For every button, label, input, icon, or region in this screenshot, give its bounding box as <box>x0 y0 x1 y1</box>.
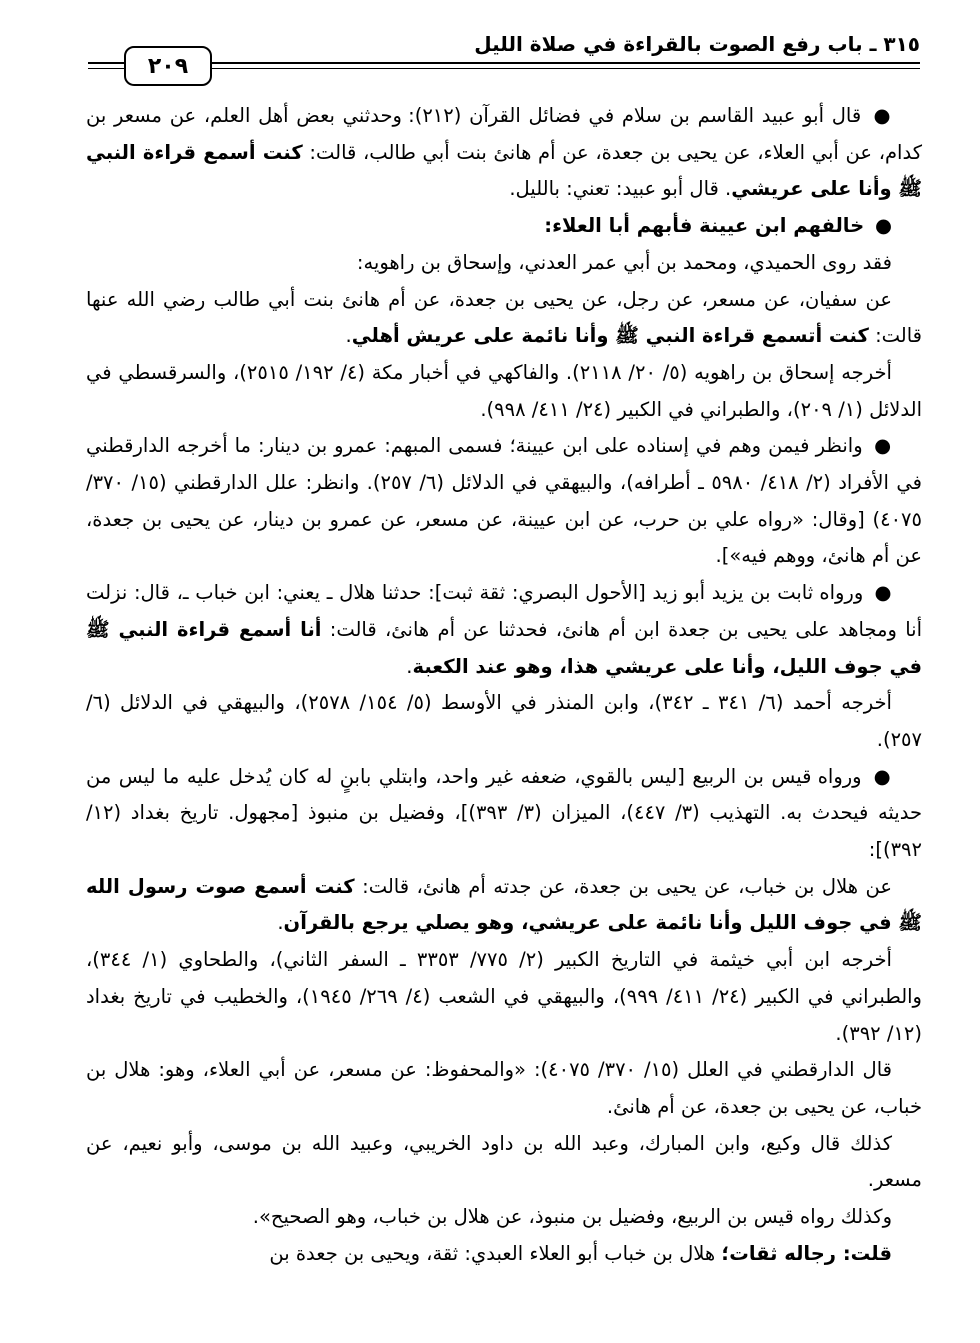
bullet-marker: ● <box>865 764 892 788</box>
text-run: . <box>345 324 352 348</box>
paragraph <box>86 1126 922 1199</box>
bullet-marker: ● <box>866 434 892 458</box>
paragraph <box>86 942 922 1052</box>
paragraph <box>86 575 922 685</box>
paragraph <box>86 355 922 428</box>
paragraph <box>86 1199 922 1236</box>
header-rule <box>88 62 920 64</box>
text-run: ورواه ثابت بن يزيد أبو زيد [الأحول البصري: ثقة ثبت]: حدثنا هلال ـ يعني: ابن خباب ـ، قال: نزلت أنا ومجاهد على يحيى بن جعدة ابن أم هانئ، فحدثنا عن أم هانئ، قالت: <box>86 581 922 641</box>
text-run: . <box>277 911 284 935</box>
emphasized-text: خالفهم ابن عيينة فأبهم أبا العلاء: <box>544 214 865 238</box>
paragraph <box>86 245 922 282</box>
bullet-marker: ● <box>867 581 893 605</box>
text-run: قال أبو عبيد القاسم بن سلام في فضائل القرآن (٢١٢): وحدثني بعض أهل العلم، عن مسعر بن كدام، عن أبي العلاء، عن يحيى بن جعدة، عن أم هانئ بنت أبي طالب، قالت: <box>86 104 922 164</box>
emphasized-text: كنت أسمع قراءة النبي ﷺ وأنا على عريشي <box>86 140 922 201</box>
paragraph <box>86 208 922 245</box>
text-run: . <box>406 654 413 678</box>
paragraph <box>86 1052 922 1125</box>
text-run: وكذلك رواه قيس بن الربيع، وفضيل بن منبوذ، عن هلال بن خباب، وهو الصحيح». <box>252 1205 892 1229</box>
page-body <box>86 98 922 1273</box>
bullet-marker: ● <box>868 214 892 238</box>
text-run: قال الدارقطني في العلل (١٥/ ٣٧٠/ ٤٠٧٥): «والمحفوظ: عن مسعر، عن أبي العلاء، وهو: هلال بن خباب، عن يحيى بن جعدة، عن أم هانئ. <box>86 1058 922 1118</box>
paragraph <box>86 98 922 208</box>
emphasized-text: كنت أسمع صوت رسول الله ﷺ في جوف الليل وأنا نائمة على عريشي، وهو يصلي يرجع بالقرآن <box>86 874 922 935</box>
page-header <box>88 28 920 84</box>
text-run: فقد روى الحميدي، ومحمد بن أبي عمر العدني، وإسحاق بن راهويه: <box>356 250 892 274</box>
text-run: أخرجه ابن أبي خيثمة في التاريخ الكبير (٢/ ٧٧٥/ ٣٣٥٣ ـ السفر الثاني)، والطحاوي (١/ ٣٤٤)، والطبراني في الكبير (٢٤/ ٤١١/ ٩٩٩)، والبيهقي في الشعب (٤/ ٢٦٩/ ١٩٤٥)، والخطيب في تاريخ بغداد (١٢/ ٣٩٢). <box>86 948 922 1045</box>
paragraph <box>86 428 922 575</box>
paragraph <box>86 759 922 869</box>
text-run: هلال بن خباب أبو العلاء العبدي: ثقة، ويحيى بن جعدة بن <box>269 1241 722 1265</box>
bullet-marker: ● <box>865 104 892 127</box>
text-run: أخرجه أحمد (٦/ ٣٤١ ـ ٣٤٢)، وابن المنذر في الأوسط (٥/ ١٥٤/ ٢٥٧٨)، والبيهقي في الدلائل (٦/ ٢٥٧). <box>86 691 922 751</box>
emphasized-text: كنت أتسمع قراءة النبي ﷺ وأنا نائمة على عريش أهلي <box>351 324 869 348</box>
paragraph <box>86 1236 922 1273</box>
header-rule-thin <box>88 68 920 69</box>
paragraph <box>86 685 922 758</box>
text-run: أخرجه إسحاق بن راهويه (٥/ ٢٠/ ٢١١٨). والفاكهي في أخبار مكة (٤/ ١٩٢/ ٢٥١٥)، والسرقسطي في الدلائل (١/ ٢٠٩)، والطبراني في الكبير (٢٤/ ٤١١/ ٩٩٨). <box>86 360 922 421</box>
paragraph <box>86 282 922 355</box>
text-run: عن هلال بن خباب، عن يحيى بن جعدة، عن جدته أم هانئ، قالت: <box>354 874 892 898</box>
text-run: . قال أبو عبيد: تعني: بالليل. <box>509 177 732 201</box>
emphasized-text: قلت: رجاله ثقات؛ <box>721 1241 892 1265</box>
text-run: ورواه قيس بن الربيع [ليس بالقوي، ضعفه غير واحد، وابتلي بابنٍ له كان يُدخل عليه ما ليس من حديثه فيحدث به. التهذيب (٣/ ٤٤٧)، الميزان (٣/ ٣٩٣)]، وفضيل بن منبوذ [مجهول. تاريخ بغداد (١٢/ ٣٩٢)]: <box>86 764 923 862</box>
page-number: ٢٠٩ <box>124 46 212 86</box>
chapter-title: ٣١٥ ـ باب رفع الصوت بالقراءة في صلاة الليل <box>474 32 920 56</box>
paragraph <box>86 869 922 942</box>
text-run: عن سفيان، عن مسعر، عن رجل، عن يحيى بن جعدة، عن أم هانئ بنت أبي طالب رضي الله عنها قالت: <box>86 287 922 348</box>
text-run: كذلك قال وكيع، وابن المبارك، وعبد الله بن داود الخريبي، وعبيد الله بن موسى، وأبو نعيم، عن مسعر. <box>86 1131 922 1192</box>
emphasized-text: أنا أسمع قراءة النبي ﷺ في جوف الليل، وأنا على عريشي هذا، وهو عند الكعبة <box>86 617 922 678</box>
text-run: وانظر فيمن وهم في إسناده على ابن عيينة؛ فسمى المبهم: عمرو بن دينار: ما أخرجه الدارقطني في الأفراد (٢/ ٤١٨/ ٥٩٨٠ ـ أطرافه)، والبيهقي في الدلائل (٦/ ٢٥٧). وانظر: علل الدارقطني (١٥/ ٣٧٠/ ٤٠٧٥) [وقال: «رواه علي بن حرب، عن ابن عيينة، عن مسعر، عن عمرو بن دينار، عن يحيى بن جعدة، عن أم هانئ، ووهم فيه»]. <box>86 434 922 568</box>
